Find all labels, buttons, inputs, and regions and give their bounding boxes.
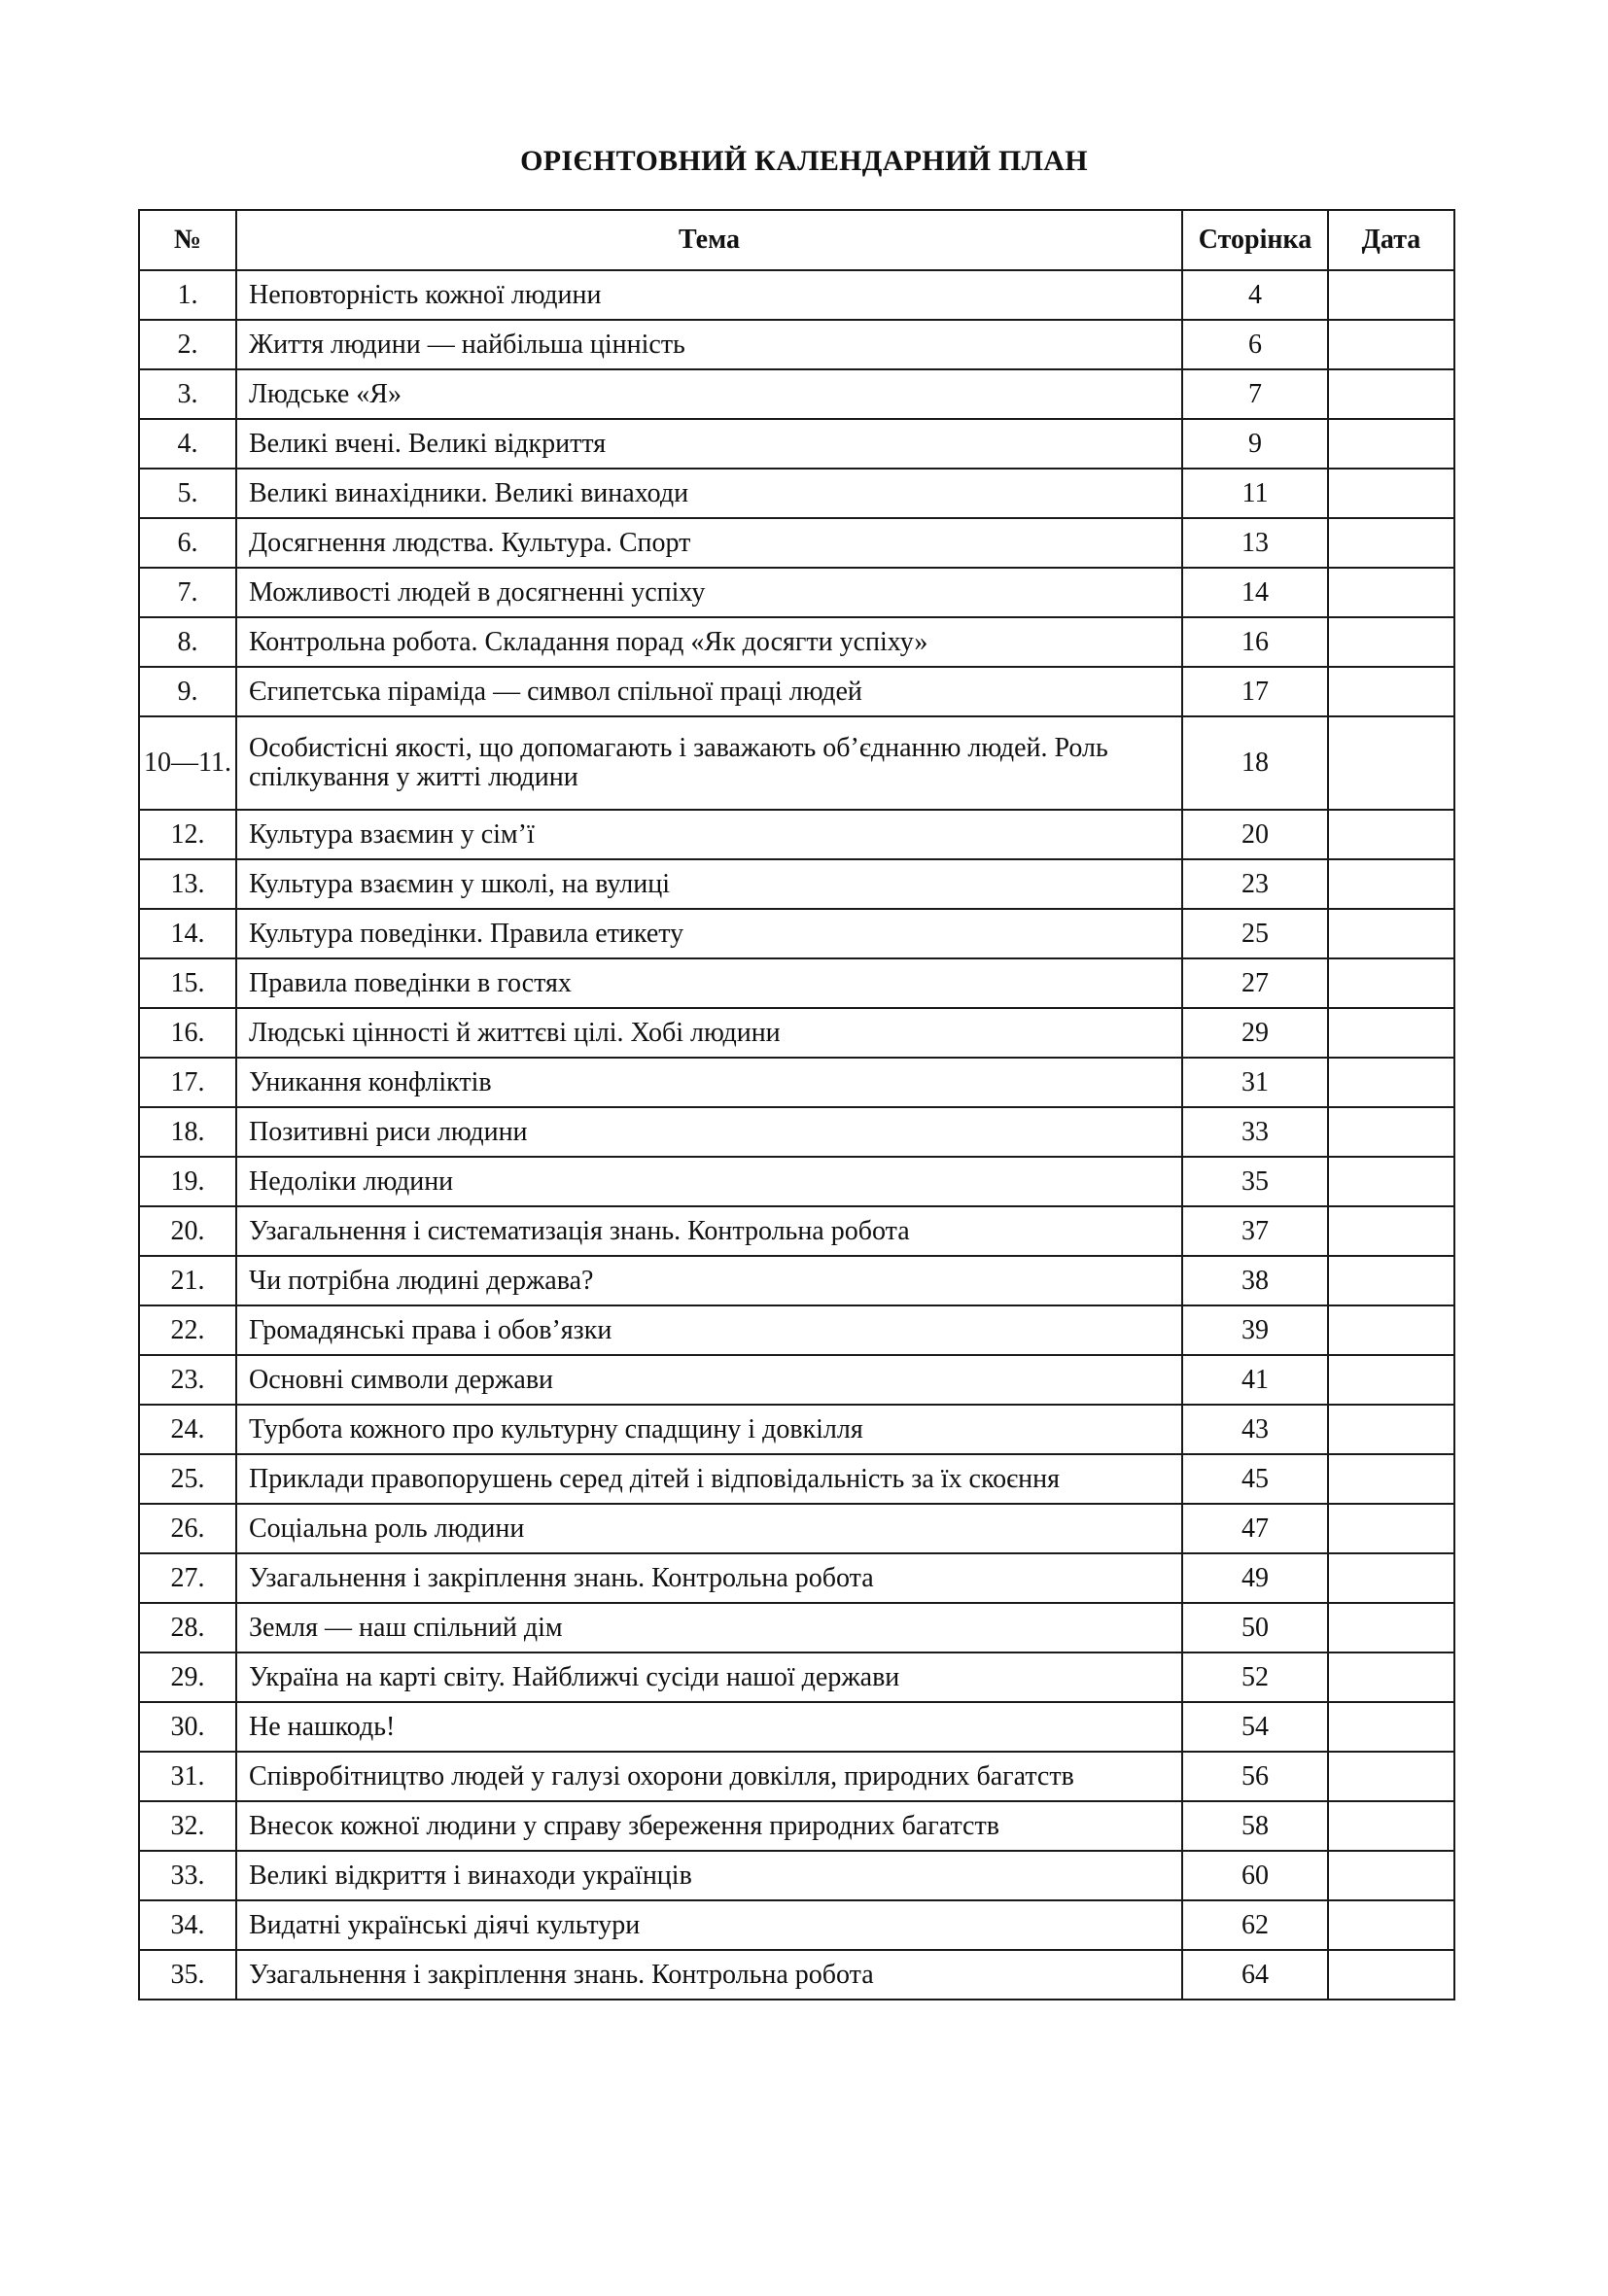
table-row [139,1900,1454,1950]
row-page: 29 [1182,1008,1328,1058]
row-topic: Культура взаємин у школі, на вулиці [236,859,1182,909]
table-row [139,1752,1454,1801]
row-number: 7. [139,568,236,617]
row-date [1328,909,1454,958]
table-row [139,1504,1454,1553]
row-page: 17 [1182,667,1328,716]
row-page: 47 [1182,1504,1328,1553]
row-date [1328,270,1454,320]
row-page: 23 [1182,859,1328,909]
row-date [1328,1950,1454,2000]
row-topic: Земля — наш спільний дім [236,1603,1182,1652]
row-topic: Великі відкриття і винаходи українців [236,1851,1182,1900]
row-date [1328,1504,1454,1553]
table-row [139,369,1454,419]
row-number: 31. [139,1752,236,1801]
row-topic: Людське «Я» [236,369,1182,419]
row-topic: Контрольна робота. Складання порад «Як досягти успіху» [236,617,1182,667]
row-number: 34. [139,1900,236,1950]
row-page: 13 [1182,518,1328,568]
row-topic: Неповторність кожної людини [236,270,1182,320]
row-number: 8. [139,617,236,667]
row-topic: Україна на карті світу. Найближчі сусіди нашої держави [236,1652,1182,1702]
row-number: 4. [139,419,236,469]
row-date [1328,1256,1454,1305]
table-row [139,1305,1454,1355]
table-row [139,1851,1454,1900]
table-row [139,518,1454,568]
table-row [139,1157,1454,1206]
table-row [139,1058,1454,1107]
table-row [139,1405,1454,1454]
row-number: 9. [139,667,236,716]
row-topic: Основні символи держави [236,1355,1182,1405]
row-number: 21. [139,1256,236,1305]
row-page: 20 [1182,810,1328,859]
row-topic: Життя людини — найбільша цінність [236,320,1182,369]
row-date [1328,320,1454,369]
row-page: 14 [1182,568,1328,617]
row-number: 27. [139,1553,236,1603]
header-topic: Тема [236,210,1182,270]
row-date [1328,859,1454,909]
table-row [139,909,1454,958]
row-number: 14. [139,909,236,958]
row-page: 64 [1182,1950,1328,2000]
row-page: 6 [1182,320,1328,369]
row-page: 31 [1182,1058,1328,1107]
table-row [139,958,1454,1008]
row-topic: Культура поведінки. Правила етикету [236,909,1182,958]
calendar-plan-table [138,209,1455,2000]
row-page: 33 [1182,1107,1328,1157]
row-number: 30. [139,1702,236,1752]
row-date [1328,1008,1454,1058]
row-number: 23. [139,1355,236,1405]
row-page: 58 [1182,1801,1328,1851]
row-date [1328,1702,1454,1752]
table-row [139,1355,1454,1405]
row-date [1328,958,1454,1008]
table-row [139,1950,1454,2000]
table-body [139,270,1454,2000]
row-page: 18 [1182,716,1328,810]
row-number: 22. [139,1305,236,1355]
row-date [1328,469,1454,518]
row-topic: Внесок кожної людини у справу збереження природних багатств [236,1801,1182,1851]
row-topic: Правила поведінки в гостях [236,958,1182,1008]
row-date [1328,1851,1454,1900]
row-date [1328,1355,1454,1405]
row-number: 13. [139,859,236,909]
row-date [1328,1553,1454,1603]
row-date [1328,419,1454,469]
row-page: 50 [1182,1603,1328,1652]
row-topic: Приклади правопорушень серед дітей і відповідальність за їх скоєння [236,1454,1182,1504]
table-row [139,1652,1454,1702]
row-page: 41 [1182,1355,1328,1405]
row-date [1328,1305,1454,1355]
row-date [1328,518,1454,568]
row-topic: Соціальна роль людини [236,1504,1182,1553]
row-topic: Великі вчені. Великі відкриття [236,419,1182,469]
row-page: 54 [1182,1702,1328,1752]
row-topic: Громадянські права і обов’язки [236,1305,1182,1355]
row-topic: Узагальнення і закріплення знань. Контрольна робота [236,1950,1182,2000]
table-row [139,667,1454,716]
row-date [1328,1603,1454,1652]
row-topic: Недоліки людини [236,1157,1182,1206]
row-topic: Не нашкодь! [236,1702,1182,1752]
table-row [139,1801,1454,1851]
row-page: 25 [1182,909,1328,958]
row-topic: Досягнення людства. Культура. Спорт [236,518,1182,568]
row-date [1328,1107,1454,1157]
row-topic: Узагальнення і систематизація знань. Контрольна робота [236,1206,1182,1256]
row-number: 1. [139,270,236,320]
row-topic: Єгипетська піраміда — символ спільної праці людей [236,667,1182,716]
row-date [1328,568,1454,617]
row-topic: Можливості людей в досягненні успіху [236,568,1182,617]
table-row [139,568,1454,617]
row-topic: Особистісні якості, що допомагають і заважають об’єднанню людей. Роль спілкування у житті людини [236,716,1182,810]
row-topic: Турбота кожного про культурну спадщину і довкілля [236,1405,1182,1454]
row-page: 9 [1182,419,1328,469]
row-page: 56 [1182,1752,1328,1801]
row-number: 26. [139,1504,236,1553]
table-row [139,859,1454,909]
row-number: 35. [139,1950,236,2000]
row-page: 38 [1182,1256,1328,1305]
table-row [139,1603,1454,1652]
row-page: 60 [1182,1851,1328,1900]
row-number: 33. [139,1851,236,1900]
table-row [139,617,1454,667]
row-date [1328,667,1454,716]
row-page: 49 [1182,1553,1328,1603]
row-page: 52 [1182,1652,1328,1702]
row-page: 37 [1182,1206,1328,1256]
row-date [1328,1752,1454,1801]
table-row [139,1553,1454,1603]
row-date [1328,1058,1454,1107]
row-topic: Позитивні риси людини [236,1107,1182,1157]
row-number: 24. [139,1405,236,1454]
table-row [139,469,1454,518]
table-header-row [139,210,1454,270]
row-topic: Чи потрібна людині держава? [236,1256,1182,1305]
row-number: 10—11. [139,716,236,810]
row-date [1328,1454,1454,1504]
table-row [139,1008,1454,1058]
row-number: 25. [139,1454,236,1504]
row-topic: Уникання конфліктів [236,1058,1182,1107]
row-number: 6. [139,518,236,568]
row-page: 16 [1182,617,1328,667]
row-number: 28. [139,1603,236,1652]
row-date [1328,617,1454,667]
table-row [139,270,1454,320]
row-number: 17. [139,1058,236,1107]
row-date [1328,1900,1454,1950]
table-row [139,419,1454,469]
row-date [1328,1206,1454,1256]
row-number: 20. [139,1206,236,1256]
table-row [139,1454,1454,1504]
row-date [1328,1405,1454,1454]
row-page: 27 [1182,958,1328,1008]
table-row [139,1256,1454,1305]
row-number: 32. [139,1801,236,1851]
row-number: 29. [139,1652,236,1702]
row-page: 7 [1182,369,1328,419]
table-row [139,320,1454,369]
page-title: ОРІЄНТОВНИЙ КАЛЕНДАРНИЙ ПЛАН [520,145,1088,177]
header-page: Сторінка [1182,210,1328,270]
row-page: 45 [1182,1454,1328,1504]
header-number: № [139,210,236,270]
table-row [139,716,1454,810]
row-page: 39 [1182,1305,1328,1355]
row-number: 2. [139,320,236,369]
row-topic: Узагальнення і закріплення знань. Контрольна робота [236,1553,1182,1603]
table-row [139,1702,1454,1752]
row-date [1328,810,1454,859]
row-number: 19. [139,1157,236,1206]
row-topic: Людські цінності й життєві цілі. Хобі людини [236,1008,1182,1058]
row-date [1328,1801,1454,1851]
row-number: 15. [139,958,236,1008]
row-number: 3. [139,369,236,419]
row-topic: Видатні українські діячі культури [236,1900,1182,1950]
row-page: 35 [1182,1157,1328,1206]
table-row [139,1107,1454,1157]
header-date: Дата [1328,210,1454,270]
row-number: 18. [139,1107,236,1157]
row-number: 12. [139,810,236,859]
row-date [1328,1157,1454,1206]
row-page: 4 [1182,270,1328,320]
row-page: 43 [1182,1405,1328,1454]
row-topic: Великі винахідники. Великі винаходи [236,469,1182,518]
row-topic: Співробітництво людей у галузі охорони довкілля, природних багатств [236,1752,1182,1801]
table-row [139,1206,1454,1256]
row-number: 5. [139,469,236,518]
row-topic: Культура взаємин у сім’ї [236,810,1182,859]
row-date [1328,1652,1454,1702]
row-date [1328,716,1454,810]
table-row [139,810,1454,859]
row-date [1328,369,1454,419]
row-page: 11 [1182,469,1328,518]
row-number: 16. [139,1008,236,1058]
row-page: 62 [1182,1900,1328,1950]
